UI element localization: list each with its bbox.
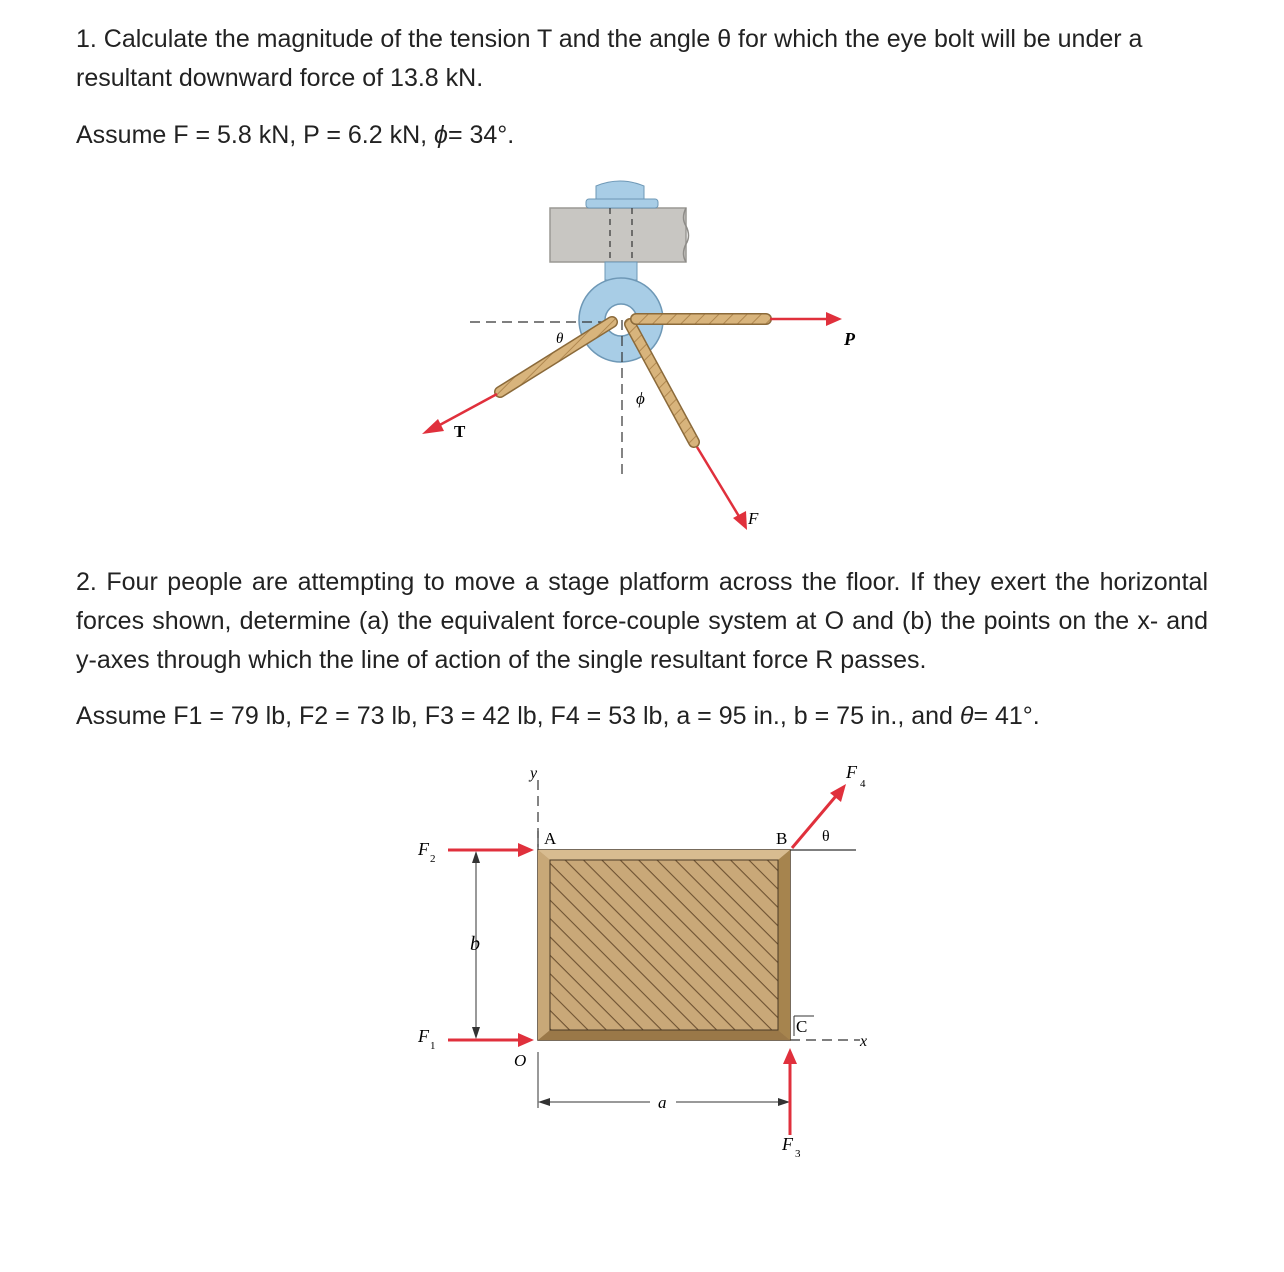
svg-text:F: F [418, 839, 429, 859]
label-f1 [417, 1026, 436, 1052]
label-t: T [454, 422, 466, 441]
problem-2-given: Assume F1 = 79 lb, F2 = 73 lb, F3 = 42 lb, F4 = 53 lb, a = 95 in., b = 75 in., and θ= 41°. [76, 702, 1040, 730]
ceiling-block [550, 208, 686, 262]
problem-1-statement: 1. Calculate the magnitude of the tension T and the angle θ for which the eye bolt will be under a resultant downward force of 13.8 kN. [76, 25, 1143, 92]
label-x: x [860, 1033, 868, 1050]
washer [586, 199, 658, 208]
svg-text:1: 1 [430, 1040, 436, 1052]
label-phi: ϕ [636, 389, 645, 408]
label-b-dim: b [470, 933, 480, 955]
label-f4 [845, 762, 866, 790]
label-a-dim: a [658, 1093, 667, 1112]
svg-text:2: 2 [430, 853, 436, 865]
svg-text:F: F [782, 1134, 793, 1154]
label-a-point: A [544, 829, 557, 848]
label-f2 [417, 839, 436, 865]
label-o: O [514, 1051, 527, 1070]
arrow-p [770, 312, 842, 326]
label-b-point: B [776, 829, 788, 848]
label-f: F [748, 509, 759, 528]
label-f3 [781, 1134, 801, 1160]
problem-1-given: Assume F = 5.8 kN, P = 6.2 kN, ϕ= 34°. [76, 121, 515, 149]
label-c-point: C [796, 1017, 808, 1036]
stage-platform-figure [400, 750, 900, 1170]
problem-2-statement: 2. Four people are attempting to move a stage platform across the floor. If they exert the horizontal forces shown, determine (a) the equivalent force-couple system at O and (b) the points on the x- and y-axes through which the line of action of the single resultant force R passes. [76, 568, 1208, 674]
arrow-f4 [792, 784, 846, 848]
phi-symbol: ϕ [434, 121, 448, 149]
arrow-f3 [783, 1048, 797, 1135]
svg-text:4: 4 [860, 778, 866, 790]
arrow-f [697, 447, 747, 530]
eye-bolt-figure [410, 170, 880, 540]
theta-symbol: θ [959, 702, 974, 730]
arrow-f2 [448, 843, 534, 857]
nut [596, 181, 644, 199]
svg-text:F: F [846, 762, 857, 782]
arrow-f1 [448, 1033, 534, 1047]
label-p: P [844, 329, 855, 349]
label-theta-p2: θ [822, 828, 830, 845]
svg-text:3: 3 [795, 1148, 801, 1160]
label-y: y [530, 765, 538, 782]
svg-text:F: F [418, 1026, 429, 1046]
label-theta: θ [556, 331, 564, 347]
